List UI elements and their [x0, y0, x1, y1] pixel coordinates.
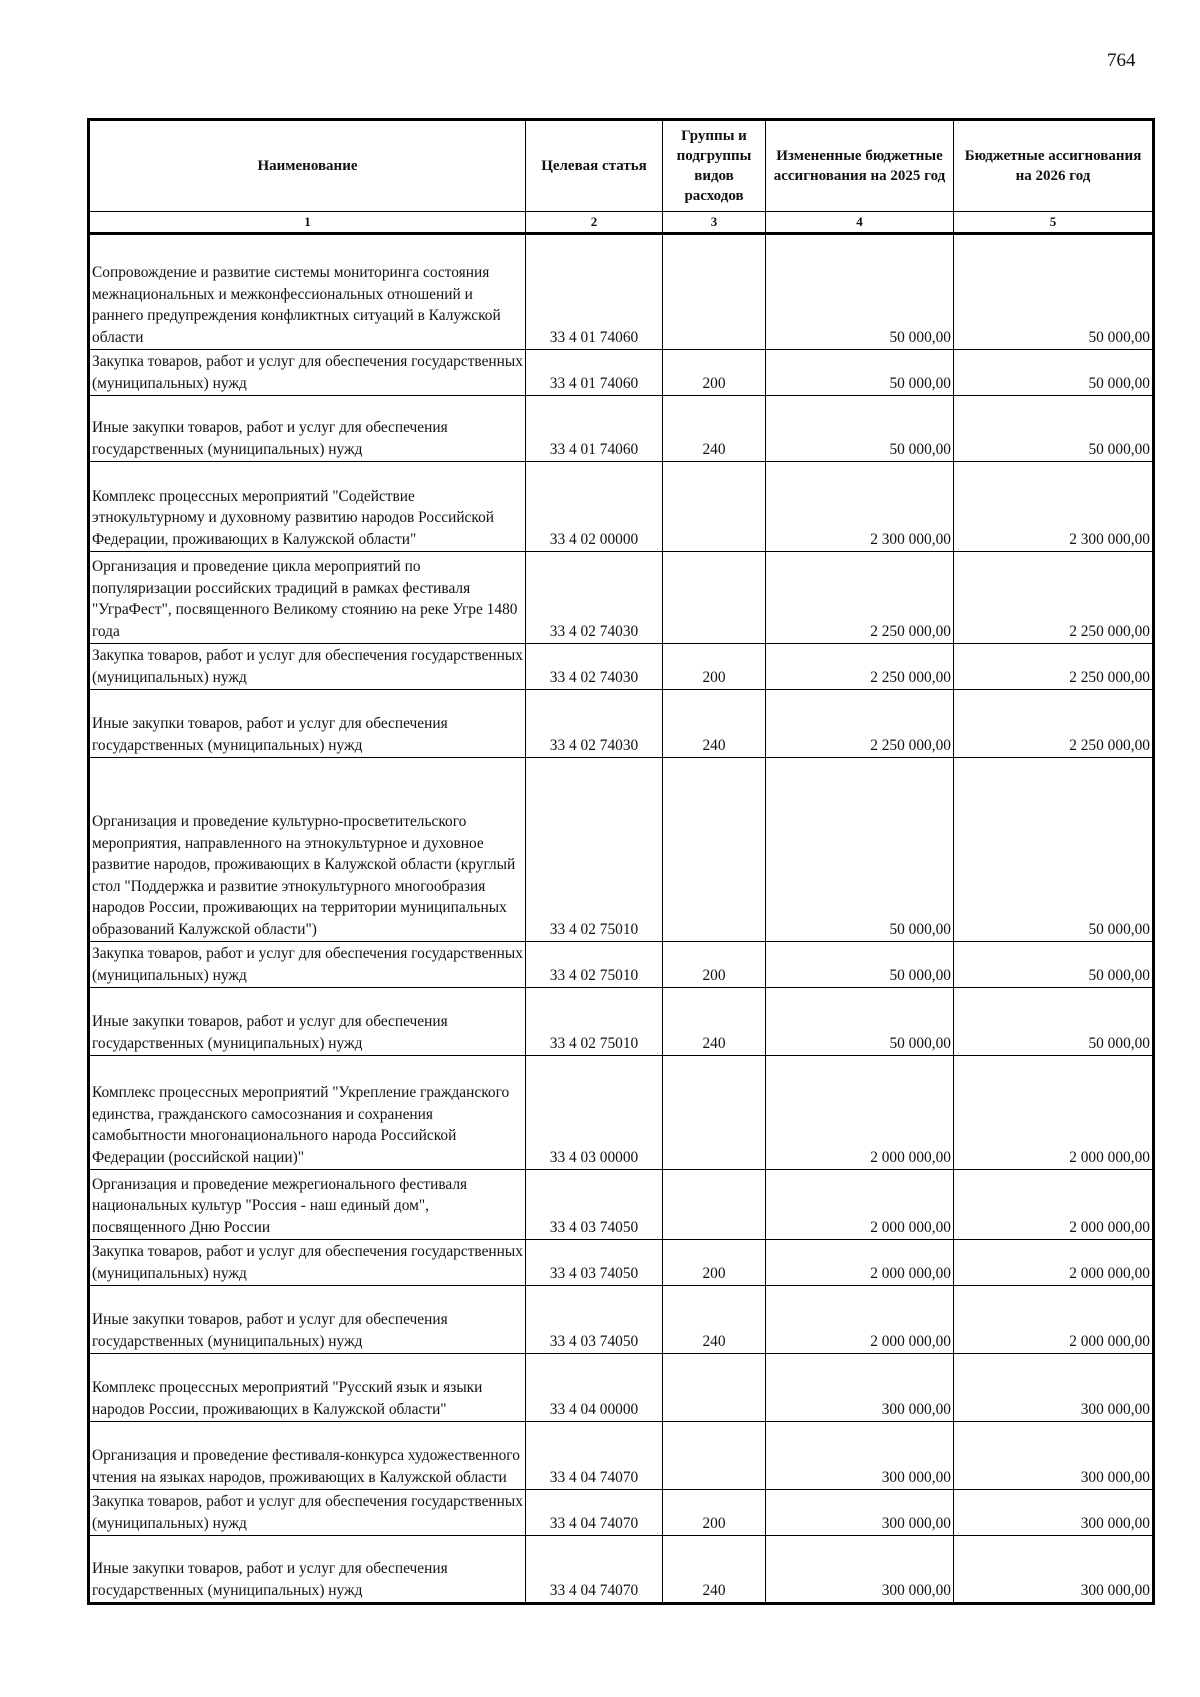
- row-name: Иные закупки товаров, работ и услуг для обеспечения государственных (муниципальных) нужд: [89, 1286, 526, 1354]
- row-amount-2026: 2 250 000,00: [954, 552, 1154, 644]
- row-name: Закупка товаров, работ и услуг для обеспечения государственных (муниципальных) нужд: [89, 1490, 526, 1536]
- row-code: 33 4 01 74060: [526, 350, 663, 396]
- row-name: Организация и проведение цикла мероприятий по популяризации российских традиций в рамках фестиваля "УграФест", посвященного Великому стоянию на реке Угре 1480 года: [89, 552, 526, 644]
- table-row: [89, 690, 1154, 758]
- row-group: 240: [663, 1286, 766, 1354]
- header-row: [89, 120, 1154, 212]
- header-code: Целевая статья: [526, 120, 663, 212]
- row-name: Комплекс процессных мероприятий "Укрепление гражданского единства, гражданского самосознания и сохранения самобытности многонационального народа Российской Федерации (российской нации)": [89, 1056, 526, 1170]
- budget-table: [87, 118, 1155, 1605]
- row-amount-2026: 300 000,00: [954, 1490, 1154, 1536]
- row-name: Комплекс процессных мероприятий "Русский язык и языки народов России, проживающих в Калужской области": [89, 1354, 526, 1422]
- row-code: 33 4 03 74050: [526, 1240, 663, 1286]
- column-number-row: [89, 212, 1154, 234]
- column-number: 1: [89, 212, 526, 234]
- column-number: 4: [766, 212, 954, 234]
- row-amount-2026: 2 250 000,00: [954, 690, 1154, 758]
- row-code: 33 4 04 00000: [526, 1354, 663, 1422]
- row-group: [663, 1354, 766, 1422]
- row-code: 33 4 01 74060: [526, 396, 663, 462]
- row-amount-2026: 50 000,00: [954, 350, 1154, 396]
- row-name: Комплекс процессных мероприятий "Содействие этнокультурному и духовному развитию народов Российской Федерации, проживающих в Калужской области": [89, 462, 526, 552]
- table-row: [89, 1490, 1154, 1536]
- row-code: 33 4 04 74070: [526, 1536, 663, 1604]
- table-row: [89, 234, 1154, 350]
- row-group: 200: [663, 942, 766, 988]
- row-group: 240: [663, 1536, 766, 1604]
- row-name: Организация и проведение фестиваля-конкурса художественного чтения на языках народов, проживающих в Калужской области: [89, 1422, 526, 1490]
- header-name: Наименование: [89, 120, 526, 212]
- table-row: [89, 396, 1154, 462]
- row-amount-2026: 2 250 000,00: [954, 644, 1154, 690]
- row-group: 240: [663, 988, 766, 1056]
- row-amount-2025: 2 250 000,00: [766, 552, 954, 644]
- row-group: [663, 234, 766, 350]
- row-amount-2026: 300 000,00: [954, 1536, 1154, 1604]
- row-amount-2026: 2 000 000,00: [954, 1170, 1154, 1240]
- table-row: [89, 1056, 1154, 1170]
- page-number: 764: [1107, 50, 1136, 71]
- row-amount-2025: 2 000 000,00: [766, 1170, 954, 1240]
- row-name: Организация и проведение межрегионального фестиваля национальных культур "Россия - наш единый дом", посвященного Дню России: [89, 1170, 526, 1240]
- table-row: [89, 1422, 1154, 1490]
- table-row: [89, 644, 1154, 690]
- row-code: 33 4 02 74030: [526, 552, 663, 644]
- row-amount-2026: 300 000,00: [954, 1354, 1154, 1422]
- row-group: 240: [663, 690, 766, 758]
- row-amount-2025: 300 000,00: [766, 1422, 954, 1490]
- row-amount-2026: 50 000,00: [954, 234, 1154, 350]
- table-row: [89, 988, 1154, 1056]
- row-name: Закупка товаров, работ и услуг для обеспечения государственных (муниципальных) нужд: [89, 942, 526, 988]
- row-code: 33 4 01 74060: [526, 234, 663, 350]
- table-row: [89, 1536, 1154, 1604]
- row-amount-2025: 2 250 000,00: [766, 644, 954, 690]
- table-row: [89, 758, 1154, 942]
- row-code: 33 4 03 74050: [526, 1286, 663, 1354]
- row-amount-2025: 50 000,00: [766, 988, 954, 1056]
- row-code: 33 4 04 74070: [526, 1490, 663, 1536]
- row-amount-2025: 2 000 000,00: [766, 1286, 954, 1354]
- row-code: 33 4 03 74050: [526, 1170, 663, 1240]
- row-amount-2025: 2 300 000,00: [766, 462, 954, 552]
- row-amount-2026: 2 000 000,00: [954, 1240, 1154, 1286]
- row-name: Иные закупки товаров, работ и услуг для обеспечения государственных (муниципальных) нужд: [89, 988, 526, 1056]
- row-code: 33 4 03 00000: [526, 1056, 663, 1170]
- row-code: 33 4 02 74030: [526, 644, 663, 690]
- row-amount-2026: 50 000,00: [954, 942, 1154, 988]
- table-row: [89, 350, 1154, 396]
- column-number: 2: [526, 212, 663, 234]
- row-name: Закупка товаров, работ и услуг для обеспечения государственных (муниципальных) нужд: [89, 644, 526, 690]
- row-group: [663, 1422, 766, 1490]
- row-group: [663, 1056, 766, 1170]
- row-amount-2026: 2 000 000,00: [954, 1056, 1154, 1170]
- row-group: 200: [663, 1240, 766, 1286]
- table-row: [89, 462, 1154, 552]
- table-row: [89, 1286, 1154, 1354]
- row-amount-2025: 50 000,00: [766, 350, 954, 396]
- row-group: 200: [663, 350, 766, 396]
- row-code: 33 4 04 74070: [526, 1422, 663, 1490]
- row-amount-2026: 2 000 000,00: [954, 1286, 1154, 1354]
- row-amount-2025: 50 000,00: [766, 758, 954, 942]
- row-amount-2026: 2 300 000,00: [954, 462, 1154, 552]
- row-name: Иные закупки товаров, работ и услуг для обеспечения государственных (муниципальных) нужд: [89, 1536, 526, 1604]
- row-group: 200: [663, 644, 766, 690]
- row-name: Организация и проведение культурно-просветительского мероприятия, направленного на этнокультурное и духовное развитие народов, проживающих в Калужской области (круглый стол "Поддержка и развитие этнокультурного многообразия народов России, проживающих на территории муниципальных образований Калужской области"): [89, 758, 526, 942]
- row-group: [663, 758, 766, 942]
- header-amount-2026: Бюджетные ассигнования на 2026 год: [954, 120, 1154, 212]
- row-name: Иные закупки товаров, работ и услуг для обеспечения государственных (муниципальных) нужд: [89, 690, 526, 758]
- row-amount-2025: 2 250 000,00: [766, 690, 954, 758]
- row-amount-2025: 300 000,00: [766, 1354, 954, 1422]
- row-amount-2026: 50 000,00: [954, 758, 1154, 942]
- row-group: 240: [663, 396, 766, 462]
- row-code: 33 4 02 00000: [526, 462, 663, 552]
- column-number: 5: [954, 212, 1154, 234]
- row-amount-2025: 2 000 000,00: [766, 1240, 954, 1286]
- row-amount-2026: 300 000,00: [954, 1422, 1154, 1490]
- row-code: 33 4 02 75010: [526, 988, 663, 1056]
- row-name: Иные закупки товаров, работ и услуг для обеспечения государственных (муниципальных) нужд: [89, 396, 526, 462]
- header-amount-2025: Измененные бюджетные ассигнования на 2025 год: [766, 120, 954, 212]
- table-row: [89, 1354, 1154, 1422]
- table-row: [89, 552, 1154, 644]
- row-group: 200: [663, 1490, 766, 1536]
- row-amount-2025: 2 000 000,00: [766, 1056, 954, 1170]
- row-group: [663, 1170, 766, 1240]
- row-amount-2025: 50 000,00: [766, 234, 954, 350]
- row-amount-2026: 50 000,00: [954, 988, 1154, 1056]
- row-group: [663, 462, 766, 552]
- row-code: 33 4 02 75010: [526, 942, 663, 988]
- row-amount-2025: 50 000,00: [766, 942, 954, 988]
- row-code: 33 4 02 75010: [526, 758, 663, 942]
- row-amount-2025: 50 000,00: [766, 396, 954, 462]
- row-amount-2025: 300 000,00: [766, 1490, 954, 1536]
- row-amount-2026: 50 000,00: [954, 396, 1154, 462]
- row-name: Закупка товаров, работ и услуг для обеспечения государственных (муниципальных) нужд: [89, 1240, 526, 1286]
- row-amount-2025: 300 000,00: [766, 1536, 954, 1604]
- row-code: 33 4 02 74030: [526, 690, 663, 758]
- row-group: [663, 552, 766, 644]
- table-row: [89, 1170, 1154, 1240]
- column-number: 3: [663, 212, 766, 234]
- row-name: Закупка товаров, работ и услуг для обеспечения государственных (муниципальных) нужд: [89, 350, 526, 396]
- table-row: [89, 1240, 1154, 1286]
- table-row: [89, 942, 1154, 988]
- row-name: Сопровождение и развитие системы мониторинга состояния межнациональных и межконфессиональных отношений и раннего предупреждения конфликтных ситуаций в Калужской области: [89, 234, 526, 350]
- header-group: Группы и подгруппы видов расходов: [663, 120, 766, 212]
